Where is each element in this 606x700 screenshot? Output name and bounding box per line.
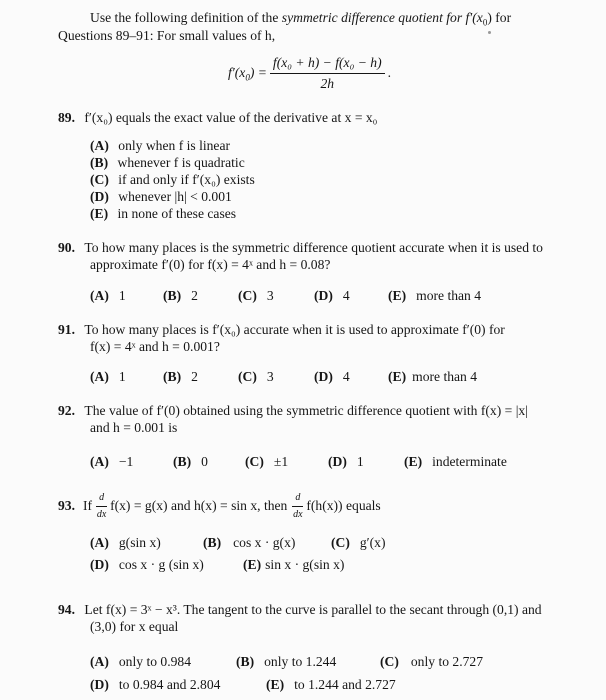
choice-91-d[interactable]: (D) 4 (314, 369, 350, 384)
choice-90-a[interactable]: (A) 1 (90, 288, 126, 303)
question-89 (58, 110, 377, 127)
question-if: If (83, 498, 93, 513)
intro-text: Use the following definition of the (90, 10, 282, 25)
question-stem: To how many places is f′(x₀) accurate when it is used to approximate f′(0) for (84, 322, 505, 337)
intro-line-1: Use the following definition of the symmetric difference quotient for $f'(x_0)$ for (90, 10, 512, 28)
choice-92-a[interactable]: (A) −1 (90, 454, 134, 469)
choice-91-a[interactable]: (A) 1 (90, 369, 126, 384)
question-stem: f′(x₀) equals the exact value of the derivative at x = x₀ (84, 110, 378, 125)
question-91 (58, 322, 505, 339)
choice-92-e[interactable]: (E) indeterminate (404, 454, 507, 469)
question-90-stem-cont: approximate f′(0) for f(x) = 4ˣ and h = 0.08? (90, 257, 331, 272)
choice-89-e[interactable]: (E) in none of these cases (90, 206, 237, 221)
question-number: 90. (58, 240, 75, 255)
choice-94-e[interactable]: (E) to 1.244 and 2.727 (266, 677, 396, 692)
choice-89-b[interactable]: (B) whenever f is quadratic (90, 155, 245, 170)
choice-94-d[interactable]: (D) to 0.984 and 2.804 (90, 677, 221, 692)
choice-93-c[interactable]: (C) g′(x) (331, 535, 386, 550)
formula-fraction (270, 55, 385, 93)
choice-89-d[interactable]: (D) whenever |h| < 0.001 (90, 189, 232, 204)
choice-93-a[interactable]: (A) g(sin x) (90, 535, 161, 550)
choice-89-a[interactable]: (A) only when f is linear (90, 138, 231, 153)
question-number: 89. (58, 110, 75, 125)
choice-89-c[interactable]: (C) if and only if f′(x₀) exists (90, 172, 255, 187)
question-93 (58, 492, 381, 521)
question-94 (58, 602, 542, 619)
choice-93-b[interactable]: (B) cos x · g(x) (203, 535, 296, 550)
question-stem: Let f(x) = 3ˣ − x³. The tangent to the curve is parallel to the secant through (0,1) and (84, 602, 542, 617)
derivative-operator-2: $\frac{d}{dx}$ (293, 492, 303, 520)
question-stem: The value of f′(0) obtained using the symmetric difference quotient with f(x) = |x| (84, 403, 528, 418)
question-92-stem-cont: and h = 0.001 is (90, 420, 178, 435)
formula-lhs: $f'(x_0)$ = (228, 64, 267, 83)
choice-90-b[interactable]: (B) 2 (163, 288, 198, 303)
intro-text-end: ) for (487, 10, 512, 25)
question-number: 93. (58, 498, 75, 513)
question-90 (58, 240, 543, 257)
choice-90-e[interactable]: (E) more than 4 (388, 288, 482, 303)
choice-93-d[interactable]: (D) cos x · g (sin x) (90, 557, 204, 572)
derivative-operator: $\frac{d}{dx}$ (96, 492, 107, 520)
choice-91-b[interactable]: (B) 2 (163, 369, 198, 384)
choice-94-c[interactable]: (C) only to 2.727 (380, 654, 483, 669)
question-number: 94. (58, 602, 75, 617)
choice-91-c[interactable]: (C) 3 (238, 369, 274, 384)
choice-94-b[interactable]: (B) only to 1.244 (236, 654, 337, 669)
formula-period: . (387, 65, 392, 81)
formula-denominator: 2h (320, 75, 335, 91)
intro-italic-text: symmetric difference quotient for f′(x (281, 10, 483, 25)
formula-numerator: f(x₀ + h) − f(x₀ − h) (270, 55, 385, 74)
question-number: 92. (58, 403, 75, 418)
speck (488, 31, 491, 34)
question-number: 91. (58, 322, 75, 337)
question-stem-end: f(h(x)) equals (306, 498, 381, 513)
choice-93-e[interactable]: (E) sin x · g(sin x) (243, 557, 345, 572)
question-94-stem-cont: (3,0) for x equal (90, 619, 179, 634)
choice-92-d[interactable]: (D) 1 (328, 454, 364, 469)
question-stem: To how many places is the symmetric difference quotient accurate when it is used to (84, 240, 543, 255)
intro-line-2: Questions 89–91: For small values of h, (58, 28, 276, 43)
question-stem: f(x) = g(x) and h(x) = sin x, then (110, 498, 288, 513)
choice-94-a[interactable]: (A) only to 0.984 (90, 654, 191, 669)
choice-90-d[interactable]: (D) 4 (314, 288, 350, 303)
choice-90-c[interactable]: (C) 3 (238, 288, 274, 303)
question-92 (58, 403, 528, 420)
question-91-stem-cont: f(x) = 4ˣ and h = 0.001? (90, 339, 220, 354)
choice-91-e[interactable]: (E) more than 4 (388, 369, 478, 384)
definition-formula (228, 55, 391, 93)
choice-92-c[interactable]: (C) ±1 (245, 454, 289, 469)
choice-92-b[interactable]: (B) 0 (173, 454, 208, 469)
